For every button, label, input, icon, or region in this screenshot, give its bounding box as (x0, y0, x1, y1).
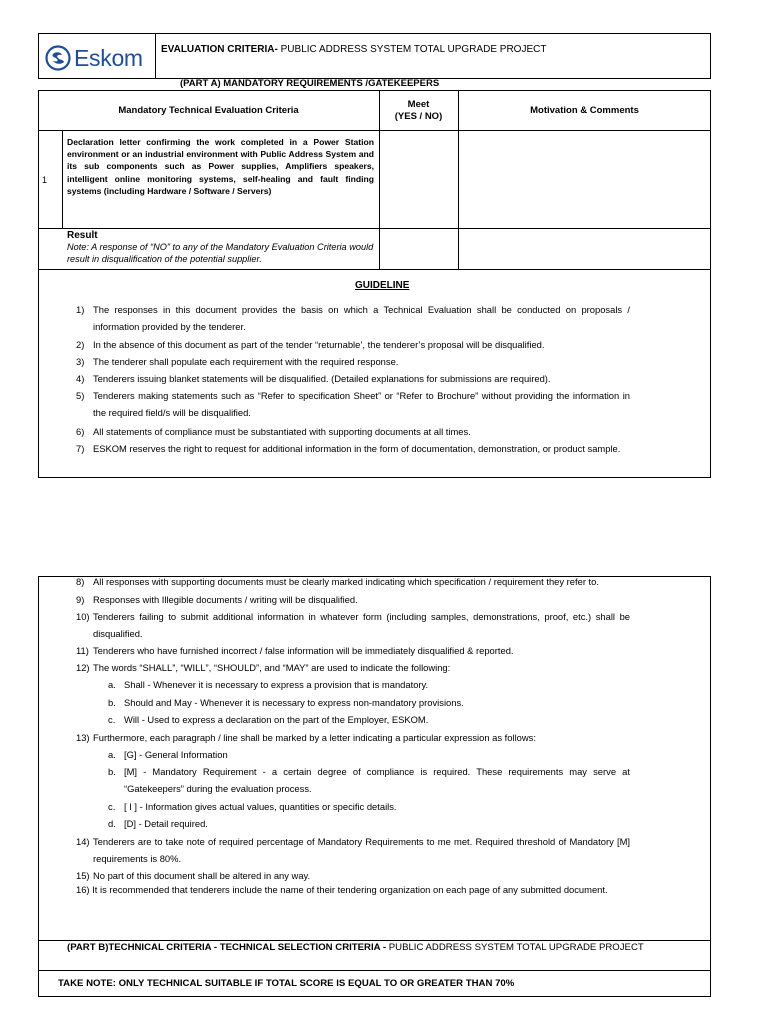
continued-item-text: All responses with supporting documents must be clearly marked indicating which specification / requirement they refer to. (93, 576, 599, 587)
result-cell (67, 230, 377, 265)
part-b-line (38, 940, 711, 941)
guideline-item (76, 353, 630, 370)
guideline-item (76, 387, 630, 422)
guideline-item-number: 3) (76, 356, 85, 367)
sub-list-item-text: [G] - General Information (124, 749, 228, 760)
col-line-comments (458, 90, 459, 269)
guideline-item (76, 301, 630, 336)
guideline-item-number: 4) (76, 373, 85, 384)
guideline-item-text: The responses in this document provides the basis on which a Technical Evaluation shall be conducted on proposals / information provided by the tenderer. (93, 304, 630, 333)
result-note: Note: A response of “NO” to any of the Mandatory Evaluation Criteria would result in disqualification of the potential supplier. (67, 242, 374, 264)
sub-list-item-text: Should and May - Whenever it is necessary to express non-mandatory provisions. (124, 697, 464, 708)
guideline-item-text: Tenderers making statements such as “Refer to specification Sheet” or “Refer to Brochure” without providing the information in the required field/s will be disqualified. (93, 390, 630, 419)
continued-item-text: The words “SHALL”, “WILL”, “SHOULD”, and “MAY” are used to indicate the following: (93, 662, 451, 673)
continued-item (76, 867, 630, 884)
sub-list-item-letter: c. (108, 714, 116, 725)
continued-item-text: It is recommended that tenderers include the name of their tendering organization on each page of any submitted document. (92, 884, 608, 895)
guideline-title: GUIDELINE (355, 280, 410, 291)
sub-list-item-text: [ I ] - Information gives actual values, quantities or specific details. (124, 801, 397, 812)
continued-item-number: 12) (76, 662, 90, 673)
sub-list-item (108, 711, 630, 728)
col-header-meet (379, 99, 458, 123)
sub-list-item-letter: a. (108, 749, 116, 760)
continued-item (76, 884, 630, 896)
continued-item-text: Furthermore, each paragraph / line shall be marked by a letter indicating a particular expression as follows: (93, 732, 536, 743)
part-b-rest: PUBLIC ADDRESS SYSTEM TOTAL UPGRADE PROJECT (386, 942, 644, 953)
continued-item-text: Tenderers who have furnished incorrect / false information will be immediately disqualified & reported. (93, 645, 514, 656)
continued-item-text: Responses with Illegible documents / writing will be disqualified. (93, 594, 358, 605)
guideline-item (76, 336, 630, 353)
continued-item (76, 591, 630, 608)
guideline-item (76, 440, 630, 457)
guideline-item-number: 2) (76, 339, 85, 350)
continued-item (76, 573, 630, 590)
continued-item (76, 833, 630, 868)
row1-criteria-text: Declaration letter confirming the work completed in a Power Station environment or an industrial environment with Public Address System and its sub components such as Power supplies, Amplifiers speakers, intelligent online monitoring systems, self-healing and fault finding systems (including Hardware / Software / Servers) (67, 137, 374, 196)
col-header-meet-line1: Meet (407, 99, 430, 110)
guideline-item-text: All statements of compliance must be substantiated with supporting documents at all times. (93, 426, 471, 437)
eskom-logo-icon (45, 45, 71, 71)
page-title (161, 44, 546, 55)
continued-item-number: 8) (76, 576, 85, 587)
guideline-item-number: 5) (76, 390, 85, 401)
part-b-bold: (PART B)TECHNICAL CRITERIA - TECHNICAL SELECTION CRITERIA - (67, 942, 387, 953)
continued-item-number: 15) (76, 870, 90, 881)
continued-item-number: 11) (76, 645, 89, 656)
page-title-bold: EVALUATION CRITERIA- (161, 44, 278, 55)
col-header-meet-line2: (YES / NO) (394, 111, 443, 122)
guideline-item (76, 423, 630, 440)
sub-list-item-text: [D] - Detail required. (124, 818, 208, 829)
take-note: TAKE NOTE: ONLY TECHNICAL SUITABLE IF TOTAL SCORE IS EQUAL TO OR GREATER THAN 70% (58, 978, 515, 989)
sub-list-item-letter: a. (108, 679, 116, 690)
sub-list-item-letter: d. (108, 818, 116, 829)
sub-list-item (108, 676, 630, 693)
continued-item (76, 729, 630, 746)
part-b-heading (67, 942, 644, 953)
continued-item (76, 608, 630, 643)
sub-list-item (108, 815, 630, 832)
result-label: Result (67, 230, 98, 241)
continued-item-text: Tenderers are to take note of required percentage of Mandatory Requirements to me met. Required threshold of Mandatory [M] requirements is 80%. (93, 836, 630, 865)
sub-list-item (108, 694, 630, 711)
continued-item-number: 9) (76, 594, 85, 605)
continued-item-text: No part of this document shall be altered in any way. (93, 870, 311, 881)
guideline-item-number: 7) (76, 443, 85, 454)
eskom-logo (45, 44, 145, 72)
table-header-line (38, 130, 711, 131)
sub-list-item-letter: c. (108, 801, 116, 812)
sub-list-item (108, 746, 630, 763)
take-note-line (38, 970, 711, 971)
eskom-logo-text: Eskom (74, 45, 143, 71)
continued-item-text: Tenderers failing to submit additional information in whatever form (including samples, demonstrations, proof, etc.) shall be disqualified. (93, 611, 630, 640)
continued-item-number: 16) (76, 884, 90, 895)
sub-list-item-text: Will - Used to express a declaration on the part of the Employer, ESKOM. (124, 714, 429, 725)
header-divider (155, 33, 156, 79)
sub-list-item-letter: b. (108, 697, 116, 708)
continued-item (76, 659, 630, 676)
col-header-comments: Motivation & Comments (530, 105, 639, 116)
part-a-heading: (PART A) MANDATORY REQUIREMENTS /GATEKEEPERS (180, 78, 440, 89)
guideline-item-number: 1) (76, 304, 85, 315)
sub-list-item (108, 763, 630, 798)
row1-number: 1 (42, 175, 48, 185)
sub-list-item-letter: b. (108, 766, 116, 777)
guideline-item (76, 370, 630, 387)
continued-item-number: 13) (76, 732, 90, 743)
sub-list-item (108, 798, 630, 815)
table-result-line (38, 228, 711, 229)
continued-item-number: 14) (76, 836, 90, 847)
sub-list-item-text: Shall - Whenever it is necessary to express a provision that is mandatory. (124, 679, 429, 690)
col-line-num (62, 130, 63, 228)
col-header-criteria: Mandatory Technical Evaluation Criteria (118, 105, 299, 116)
guideline-item-text: In the absence of this document as part of the tender “returnable’, the tenderer’s proposal will be disqualified. (93, 339, 545, 350)
continued-item (76, 642, 630, 659)
continued-item-number: 10) (76, 611, 90, 622)
guideline-item-text: ESKOM reserves the right to request for additional information in the form of documentation, demonstration, or product sample. (93, 443, 621, 454)
sub-list-item-text: [M] - Mandatory Requirement - a certain degree of compliance is required. These requirements may serve at “Gatekeepers” during the evaluation process. (124, 766, 630, 795)
guideline-item-text: The tenderer shall populate each requirement with the required response. (93, 356, 399, 367)
guideline-item-text: Tenderers issuing blanket statements will be disqualified. (Detailed explanations for submissions are required). (93, 373, 551, 384)
page-title-rest: PUBLIC ADDRESS SYSTEM TOTAL UPGRADE PROJECT (277, 44, 547, 55)
guideline-item-number: 6) (76, 426, 85, 437)
